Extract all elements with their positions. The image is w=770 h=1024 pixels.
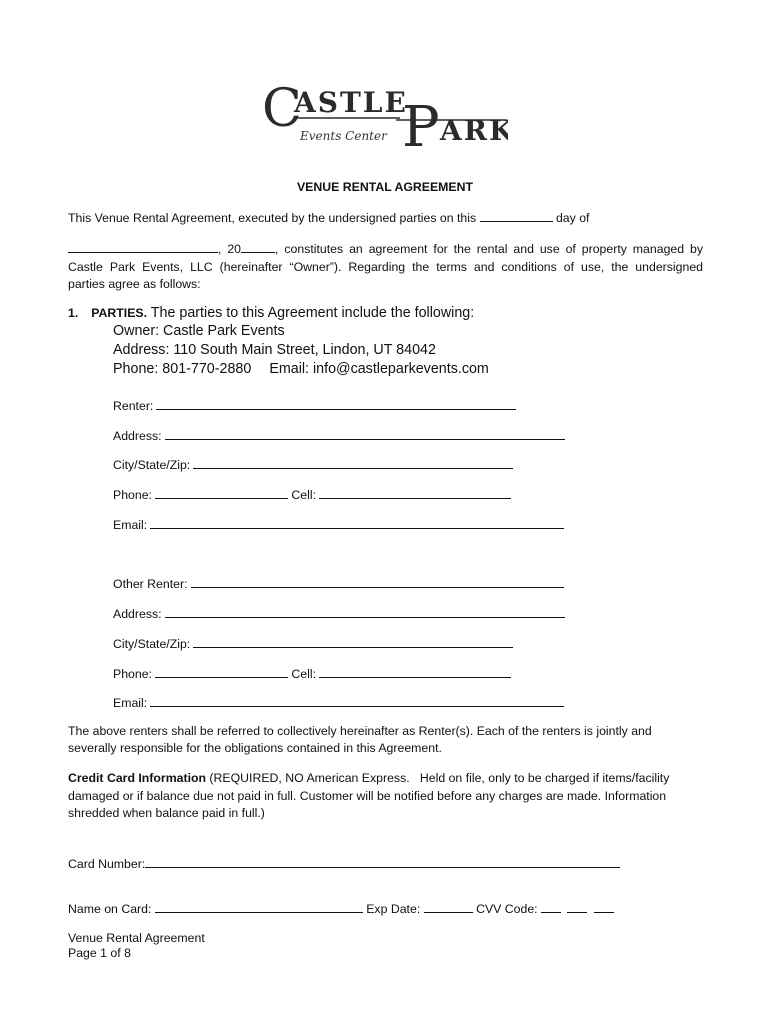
renter-cell-input[interactable] xyxy=(319,486,511,499)
renter-address-label: Address: xyxy=(113,429,162,443)
renter-field xyxy=(113,397,516,413)
credit-line-2: damaged or if balance due not paid in full. Customer will be notified before any charges are made. Information xyxy=(68,789,667,803)
renter-label: Renter: xyxy=(113,399,154,413)
renter-address-input[interactable] xyxy=(165,427,565,440)
renter-address-field xyxy=(113,427,565,443)
other-email-input[interactable] xyxy=(150,694,564,707)
renter-email-field xyxy=(113,516,564,532)
other-address-input[interactable] xyxy=(165,605,565,618)
other-city-label: City/State/Zip: xyxy=(113,637,191,651)
card-name-label: Name on Card: xyxy=(68,902,152,916)
other-email-label: Email: xyxy=(113,696,148,710)
cvv-digit-1-input[interactable] xyxy=(541,900,561,913)
intro-line-3: Castle Park Events, LLC (hereinafter “Owner”). Regarding the terms and conditions of use, the undersigned xyxy=(68,259,703,274)
renter-input[interactable] xyxy=(156,397,516,410)
credit-line-3: shredded when balance paid in full.) xyxy=(68,806,265,820)
cvv-digit-3-input[interactable] xyxy=(594,900,614,913)
card-cvv-label: CVV Code: xyxy=(476,902,538,916)
credit-line-1-text: (REQUIRED, NO American Express. Held on file, only to be charged if items/facility xyxy=(206,771,670,785)
card-number-field xyxy=(68,855,620,871)
intro-line-2-text: , constitutes an agreement for the rental and use of property managed by xyxy=(275,242,704,256)
parties-label: PARTIES. xyxy=(91,306,148,320)
credit-heading: Credit Card Information xyxy=(68,771,207,785)
other-renter-input[interactable] xyxy=(191,575,564,588)
parties-number: 1. xyxy=(68,306,79,320)
renters-note-line-2: severally responsible for the obligations contained in this Agreement. xyxy=(68,741,442,755)
card-details-field xyxy=(68,900,614,916)
month-blank[interactable] xyxy=(68,240,218,253)
renter-city-field xyxy=(113,456,513,472)
renters-note-line-1: The above renters shall be referred to collectively hereinafter as Renter(s). Each of the renters is jointly and xyxy=(68,724,652,738)
logo-park: ARK xyxy=(440,114,508,147)
renter-city-input[interactable] xyxy=(193,456,513,469)
other-cell-label: Cell: xyxy=(291,667,317,681)
castle-park-logo xyxy=(262,80,508,154)
renter-phone-input[interactable] xyxy=(155,486,288,499)
credit-line-1 xyxy=(68,771,669,785)
other-city-input[interactable] xyxy=(193,635,513,648)
intro-paragraph xyxy=(68,240,703,294)
logo-initial-p: P xyxy=(402,95,440,154)
card-number-input[interactable] xyxy=(145,855,620,868)
parties-heading-rest: The parties to this Agreement include the following: xyxy=(150,305,475,321)
renter-cell-label: Cell: xyxy=(291,488,317,502)
intro-line-1 xyxy=(68,209,589,225)
card-exp-input[interactable] xyxy=(424,900,473,913)
logo-initial-c: C xyxy=(262,80,302,139)
renter-city-label: City/State/Zip: xyxy=(113,458,191,472)
other-email-field xyxy=(113,694,564,710)
logo-graphic xyxy=(262,80,508,154)
other-phone-input[interactable] xyxy=(155,665,288,678)
owner-phone: Phone: 801-770-2880 xyxy=(113,361,252,377)
owner-line: Owner: Castle Park Events xyxy=(113,323,285,339)
page-title: VENUE RENTAL AGREEMENT xyxy=(296,180,474,194)
other-phone-label: Phone: xyxy=(113,667,152,681)
intro-line-1-text: This Venue Rental Agreement, executed by the undersigned parties on this xyxy=(68,211,477,225)
footer-doc-name: Venue Rental Agreement xyxy=(68,931,205,945)
other-renter-label: Other Renter: xyxy=(113,577,188,591)
intro-line-4: parties agree as follows: xyxy=(68,277,201,291)
day-blank[interactable] xyxy=(480,209,553,222)
renter-phone-label: Phone: xyxy=(113,488,152,502)
owner-email: Email: info@castleparkevents.com xyxy=(269,361,489,377)
renter-email-label: Email: xyxy=(113,518,148,532)
other-renter-field xyxy=(113,575,564,591)
other-address-label: Address: xyxy=(113,607,162,621)
other-city-field xyxy=(113,635,513,651)
card-name-input[interactable] xyxy=(155,900,363,913)
parties-heading xyxy=(68,305,474,321)
owner-phone-line xyxy=(113,361,489,377)
other-phone-field xyxy=(113,665,511,681)
logo-castle: ASTLE xyxy=(294,86,408,119)
card-number-label: Card Number: xyxy=(68,857,146,871)
renter-email-input[interactable] xyxy=(150,516,564,529)
logo-sub: Events Center xyxy=(300,129,387,143)
cvv-digit-2-input[interactable] xyxy=(567,900,587,913)
intro-day-of: day of xyxy=(555,211,590,225)
owner-address-line: Address: 110 South Main Street, Lindon, UT 84042 xyxy=(113,342,436,358)
other-address-field xyxy=(113,605,565,621)
year-blank[interactable] xyxy=(241,240,275,253)
other-cell-input[interactable] xyxy=(319,665,511,678)
footer-page-number: Page 1 of 8 xyxy=(68,946,131,960)
intro-line-2 xyxy=(68,240,703,259)
card-exp-label: Exp Date: xyxy=(366,902,421,916)
intro-year-prefix: , 20 xyxy=(218,242,242,256)
renter-phone-field xyxy=(113,486,511,502)
